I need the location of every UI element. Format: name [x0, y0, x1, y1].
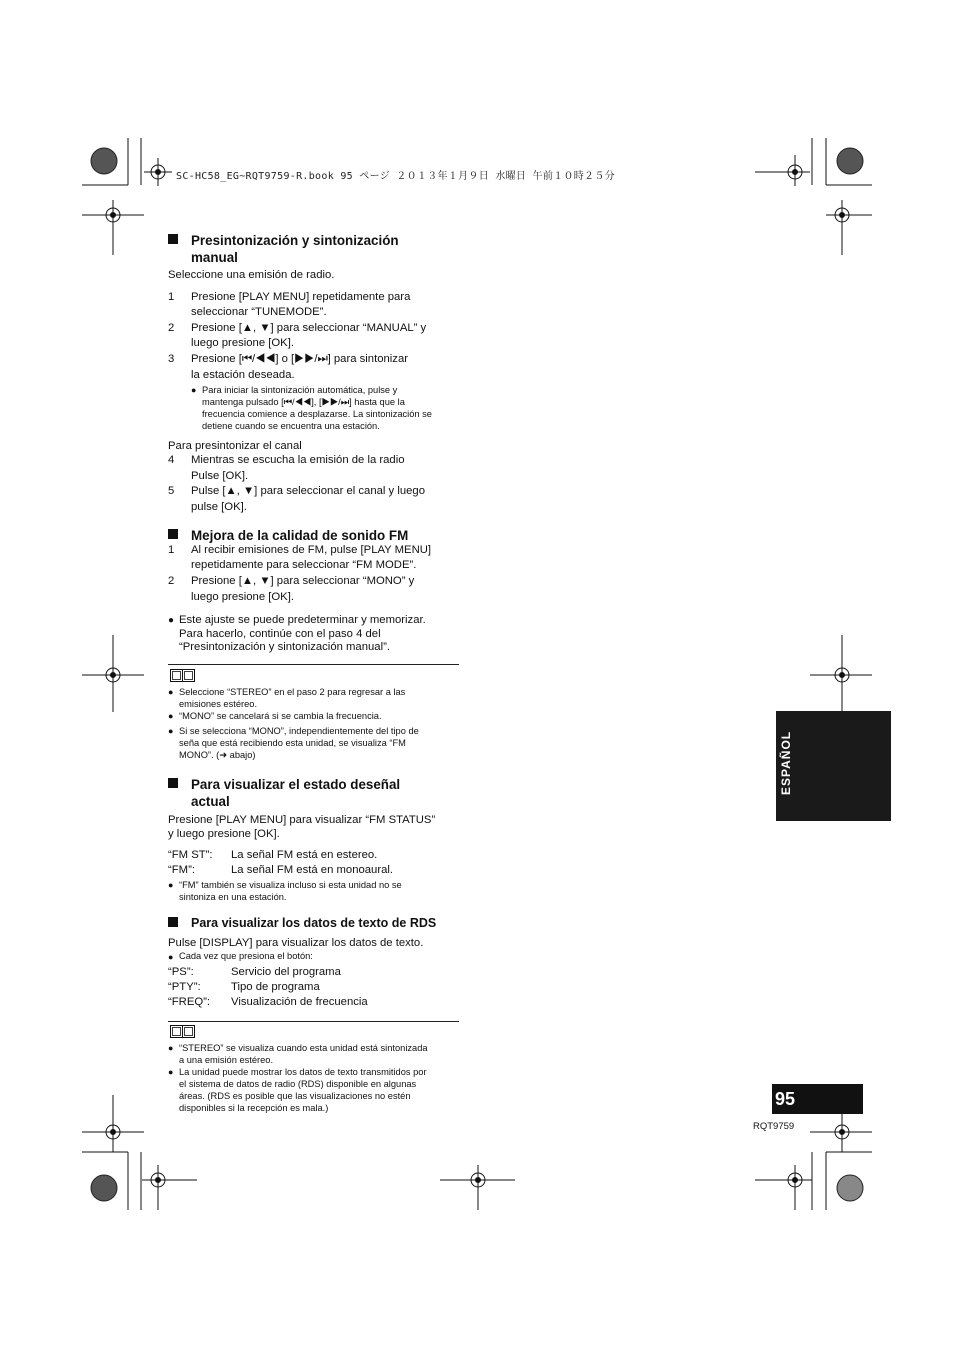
step-text: luego presione [OK].: [191, 591, 294, 603]
row-value: Tipo de programa: [231, 981, 320, 993]
step-number: 1: [168, 544, 175, 556]
step-text: Mientras se escucha la emisión de la radio: [191, 454, 405, 466]
divider: [168, 664, 459, 665]
row-value: Visualización de frecuencia: [231, 996, 368, 1008]
step-text: seleccionar “TUNEMODE”.: [191, 306, 327, 318]
bullet-icon: ●: [168, 952, 174, 962]
note-text: sintoniza en una estación.: [179, 892, 287, 902]
bullet-icon: ●: [168, 687, 174, 697]
note-text: Para iniciar la sintonización automática, pulse y: [202, 385, 398, 395]
note-text: “FM” también se visualiza incluso si esta unidad no se: [179, 880, 402, 890]
note-text: Seleccione “STEREO” en el paso 2 para regresar a las: [179, 687, 406, 697]
step-number: 3: [168, 353, 175, 365]
step-number: 1: [168, 291, 175, 303]
row-key: “PS”:: [168, 966, 194, 978]
bullet-text: “Presintonización y sintonización manual”.: [179, 641, 390, 653]
bullet-text: Este ajuste se puede predeterminar y memorizar.: [179, 614, 426, 626]
side-tab-label: ESPAÑOL: [779, 730, 793, 795]
section-marker: [168, 917, 178, 927]
bullet-icon: ●: [168, 1067, 174, 1077]
body-text: y luego presione [OK].: [168, 828, 280, 840]
language-side-tab: [776, 711, 891, 821]
row-key: “FM ST”:: [168, 849, 213, 861]
note-text: detiene cuando se encuentra una estación.: [202, 421, 380, 431]
note-text: a una emisión estéreo.: [179, 1055, 274, 1065]
book-icon: [170, 669, 195, 682]
bullet-icon: ●: [168, 880, 174, 890]
note-text: seña que está recibiendo esta unidad, se visualiza “FM: [179, 738, 406, 748]
note-text: “MONO” se cancelará si se cambia la frecuencia.: [179, 711, 382, 721]
body-text: Pulse [DISPLAY] para visualizar los datos de texto.: [168, 937, 424, 949]
body-text: Presione [PLAY MENU] para visualizar “FM STATUS”: [168, 814, 436, 826]
note-text: La unidad puede mostrar los datos de texto transmitidos por: [179, 1067, 427, 1077]
step-text: Pulse [▲, ▼] para seleccionar el canal y luego: [191, 485, 425, 497]
section-heading-mejora: Mejora de la calidad de sonido FM: [168, 527, 408, 544]
step-text: Al recibir emisiones de FM, pulse [PLAY MENU]: [191, 544, 432, 556]
step-text: luego presione [OK].: [191, 337, 294, 349]
bullet-text: Para hacerlo, continúe con el paso 4 del: [179, 628, 381, 640]
intro-text: Seleccione una emisión de radio.: [168, 269, 335, 281]
note-text: MONO”. (➜ abajo): [179, 750, 256, 760]
step-number: 2: [168, 575, 175, 587]
bullet-icon: ●: [191, 385, 197, 395]
row-value: Servicio del programa: [231, 966, 341, 978]
section-marker: [168, 778, 178, 788]
note-text: mantenga pulsado [⏮/◀◀], [▶▶/⏭] hasta que la: [202, 397, 405, 407]
bullet-icon: ●: [168, 1043, 174, 1053]
note-text: emisiones estéreo.: [179, 699, 258, 709]
note-text: “STEREO” se visualiza cuando esta unidad está sintonizada: [179, 1043, 428, 1053]
page-number: 95: [772, 1084, 863, 1114]
divider: [168, 1021, 459, 1022]
note-text: disponibles si la recepción es mala.): [179, 1103, 329, 1113]
section-marker: [168, 529, 178, 539]
step-text: Pulse [OK].: [191, 470, 249, 482]
section-heading-rds: Para visualizar los datos de texto de RDS: [168, 915, 436, 932]
note-text: Si se selecciona “MONO”, independientemente del tipo de: [179, 726, 419, 736]
file-header-line: SC-HC58_EG~RQT9759-R.book 95 ページ ２０１３年１月９日 水曜日 午前１０時２５分: [176, 171, 615, 182]
row-value: La señal FM está en monoaural.: [231, 864, 394, 876]
section-heading-estado-senal: Para visualizar el estado deseñal actual: [168, 776, 400, 810]
step-text: Presione [⏮/◀◀] o [▶▶/⏭] para sintonizar: [191, 353, 408, 365]
step-text: la estación deseada.: [191, 369, 295, 381]
step-text: Presione [▲, ▼] para seleccionar “MONO” y: [191, 575, 415, 587]
note-text: frecuencia comience a desplazarse. La sintonización se: [202, 409, 432, 419]
row-value: La señal FM está en estereo.: [231, 849, 378, 861]
step-number: 4: [168, 454, 175, 466]
bullet-icon: ●: [168, 726, 174, 736]
note-text: áreas. (RDS es posible que las visualizaciones no estén: [179, 1091, 411, 1101]
bullet-icon: ●: [168, 711, 174, 721]
preset-label: Para presintonizar el canal: [168, 440, 302, 452]
row-key: “FM”:: [168, 864, 195, 876]
step-number: 2: [168, 322, 175, 334]
step-number: 5: [168, 485, 175, 497]
row-key: “PTY”:: [168, 981, 201, 993]
bullet-icon: ●: [168, 615, 175, 626]
step-text: Presione [▲, ▼] para seleccionar “MANUAL” y: [191, 322, 427, 334]
section-heading-presintonizacion: Presintonización y sintonización manual: [168, 232, 399, 266]
step-text: pulse [OK].: [191, 501, 247, 513]
book-icon: [170, 1025, 195, 1038]
document-code: RQT9759: [753, 1121, 795, 1132]
row-key: “FREQ”:: [168, 996, 211, 1008]
step-text: Presione [PLAY MENU] repetidamente para: [191, 291, 411, 303]
note-text: Cada vez que presiona el botón:: [179, 951, 313, 961]
section-marker: [168, 234, 178, 244]
step-text: repetidamente para seleccionar “FM MODE”.: [191, 559, 417, 571]
note-text: el sistema de datos de radio (RDS) disponible en algunas: [179, 1079, 417, 1089]
